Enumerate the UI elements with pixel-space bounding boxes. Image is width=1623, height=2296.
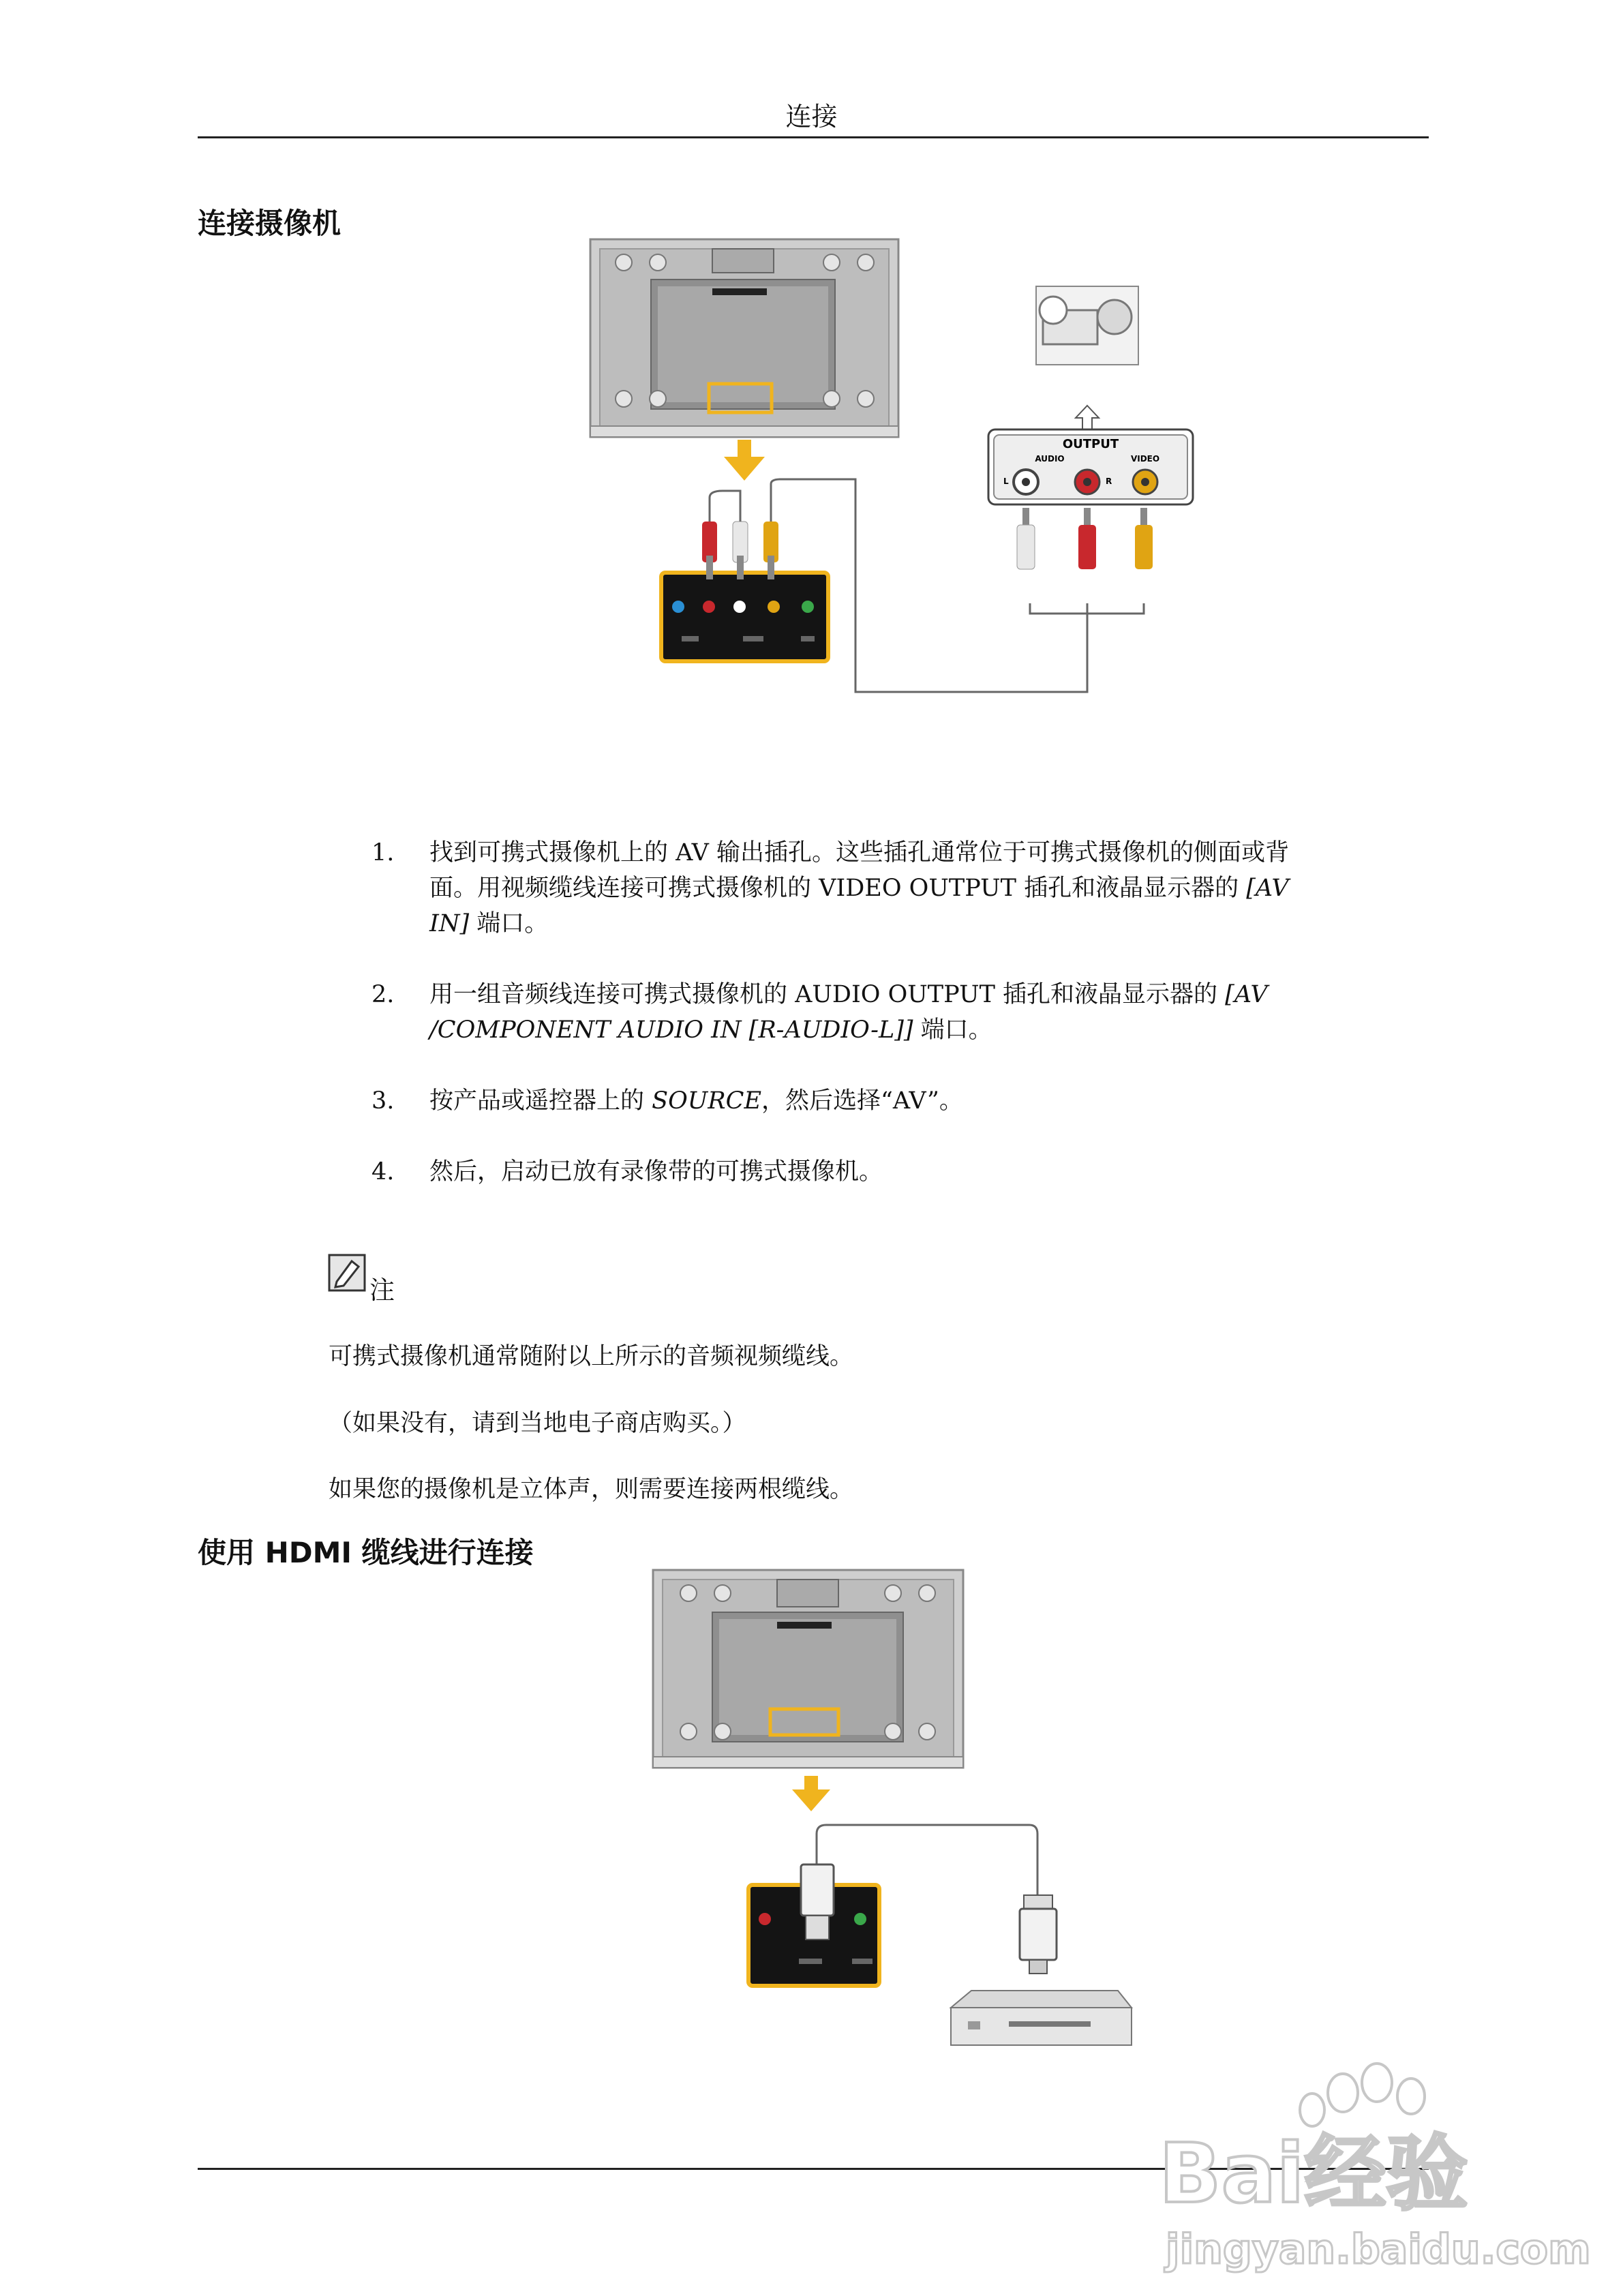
- r-label: R: [1106, 477, 1112, 486]
- page-header-title: 连接: [785, 102, 838, 132]
- up-arrow-icon: [1076, 406, 1099, 429]
- hdmi-connection-diagram: [648, 1565, 1145, 2069]
- hdmi-plug-monitor: [801, 1864, 834, 1939]
- watermark-brand: Bai经验: [1159, 2127, 1468, 2222]
- note-icon: [327, 1253, 367, 1293]
- step-text: 按产品或遥控器上的: [429, 1087, 652, 1115]
- monitor-back-illustration: [590, 239, 898, 437]
- step-number: 2.: [371, 981, 395, 1008]
- video-label: VIDEO: [1130, 454, 1160, 464]
- note-line: 可携式摄像机通常随附以上所示的音频视频缆线。: [329, 1343, 854, 1370]
- header-rule: [198, 136, 1429, 138]
- list-item: [371, 1154, 1319, 1190]
- note-label: 注: [369, 1275, 395, 1305]
- camcorder-output-box: [988, 429, 1193, 504]
- step-port-name: [AV /COMPONENT AUDIO IN [R-AUDIO-L]]: [429, 981, 1268, 1044]
- list-item: [371, 1083, 1319, 1119]
- step-key-name: SOURCE: [652, 1087, 761, 1115]
- audio-label: AUDIO: [1035, 454, 1065, 464]
- step-text: 找到可携式摄像机上的 AV 输出插孔。这些插孔通常位于可携式摄像机的侧面或背面。用视频缆线连接可携式摄像机的 VIDEO OUTPUT 插孔和液晶显示器的: [429, 839, 1290, 902]
- section-title-camcorder: 连接摄像机: [198, 207, 342, 240]
- note-line: （如果没有，请到当地电子商店购买。）: [329, 1410, 746, 1437]
- step-port-name: [AV IN]: [429, 875, 1289, 937]
- instruction-list: [371, 835, 1319, 1225]
- baidu-watermark-logo: [1159, 2059, 1591, 2277]
- step-text-tail: 端口。: [913, 1016, 992, 1044]
- watermark-url: jingyan.baidu.com: [1166, 2226, 1591, 2274]
- step-text-tail: 端口。: [469, 910, 549, 937]
- down-arrow-icon: [724, 440, 765, 481]
- dvd-player-illustration: [951, 1991, 1132, 2045]
- av-input-panel: [661, 573, 828, 661]
- section-title-hdmi: 使用 HDMI 缆线进行连接: [198, 1536, 534, 1569]
- step-text: 然后，启动已放有录像带的可携式摄像机。: [429, 1158, 883, 1185]
- step-number: 3.: [371, 1087, 395, 1115]
- step-text: 用一组音频线连接可携式摄像机的 AUDIO OUTPUT 插孔和液晶显示器的: [429, 981, 1226, 1008]
- camcorder-connection-diagram: [586, 235, 1200, 706]
- list-item: [371, 977, 1319, 1048]
- rca-plugs-camcorder: [1017, 508, 1153, 569]
- l-label: L: [1003, 477, 1009, 486]
- list-item: [371, 835, 1319, 941]
- step-number: 4.: [371, 1158, 395, 1185]
- monitor-back-illustration: [653, 1570, 963, 1768]
- down-arrow-icon: [792, 1776, 830, 1811]
- step-text-tail: ，然后选择“AV”。: [761, 1087, 963, 1115]
- camcorder-illustration: [1036, 286, 1138, 365]
- note-line: 如果您的摄像机是立体声，则需要连接两根缆线。: [329, 1476, 854, 1503]
- step-number: 1.: [371, 839, 395, 866]
- hdmi-plug-player: [1020, 1895, 1057, 1974]
- output-label: OUTPUT: [1062, 437, 1119, 451]
